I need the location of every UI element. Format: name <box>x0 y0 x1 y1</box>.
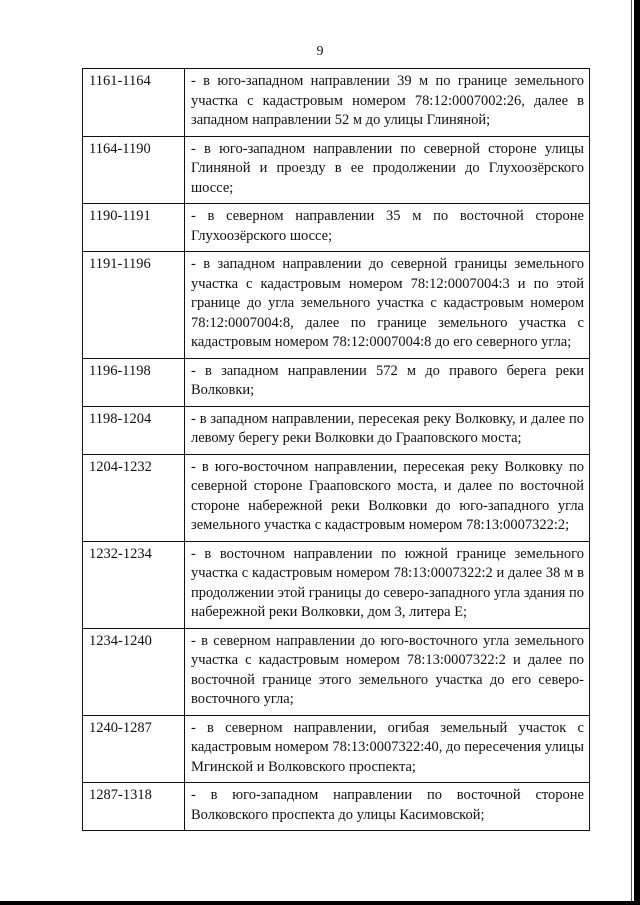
point-range-cell: 1190-1191 <box>83 204 185 252</box>
point-range-cell: 1234-1240 <box>83 628 185 715</box>
point-range-cell: 1191-1196 <box>83 252 185 359</box>
boundary-description-cell: - в западном направлении до северной границы земельного участка с кадастровым номером 78:12:0007004:3 и по этой границе до угла земельного участка с кадастровым номером 78:12:0007004:8, далее по границе земельного участка с кадастровым номером 78:12:0007004:8 до его северного угла; <box>185 252 590 359</box>
table-row <box>83 358 590 406</box>
table-row <box>83 715 590 783</box>
scan-bottom-border <box>0 901 640 905</box>
point-range-cell: 1204-1232 <box>83 454 185 541</box>
scan-edge-line <box>631 0 632 905</box>
table-row <box>83 541 590 628</box>
point-range-cell: 1196-1198 <box>83 358 185 406</box>
point-range-cell: 1287-1318 <box>83 783 185 831</box>
boundary-description-cell: - в юго-западном направлении по северной стороне улицы Глиняной и проезду в ее продолжении до Глухоозёрского шоссе; <box>185 136 590 204</box>
point-range-cell: 1164-1190 <box>83 136 185 204</box>
boundary-description-cell: - в северном направлении 35 м по восточной стороне Глухоозёрского шоссе; <box>185 204 590 252</box>
table-row <box>83 69 590 137</box>
boundary-description-cell: - в северном направлении до юго-восточного угла земельного участка с кадастровым номером 78:13:0007322:2 и далее по восточной границе этого земельного участка до его северо-восточного угла; <box>185 628 590 715</box>
point-range-cell: 1198-1204 <box>83 406 185 454</box>
table-row <box>83 406 590 454</box>
boundary-table <box>82 68 590 831</box>
boundary-table-body <box>83 69 590 831</box>
boundary-description-cell: - в западном направлении, пересекая реку Волковку, и далее по левому берегу реки Волковки до Грааповского моста; <box>185 406 590 454</box>
table-row <box>83 204 590 252</box>
table-row <box>83 136 590 204</box>
boundary-description-cell: - в юго-восточном направлении, пересекая реку Волковку по северной стороне Грааповского моста, и далее по восточной стороне набережной реки Волковки до юго-западного угла земельного участка с кадастровым номером 78:13:0007322:2; <box>185 454 590 541</box>
table-row <box>83 628 590 715</box>
table-row <box>83 454 590 541</box>
boundary-description-cell: - в юго-западном направлении по восточной стороне Волковского проспекта до улицы Касимовской; <box>185 783 590 831</box>
boundary-description-cell: - в северном направлении, огибая земельный участок с кадастровым номером 78:13:0007322:40, до пересечения улицы Мгинской и Волковского проспекта; <box>185 715 590 783</box>
boundary-description-cell: - в юго-западном направлении 39 м по границе земельного участка с кадастровым номером 78:12:0007002:26, далее в западном направлении 52 м до улицы Глиняной; <box>185 69 590 137</box>
table-row <box>83 252 590 359</box>
point-range-cell: 1232-1234 <box>83 541 185 628</box>
page-number: 9 <box>316 44 324 59</box>
point-range-cell: 1240-1287 <box>83 715 185 783</box>
boundary-description-cell: - в восточном направлении по южной границе земельного участка с кадастровым номером 78:13:0007322:2 и далее 38 м в продолжении этой границы до северо-западного угла здания по набережной реки Волковки, дом 3, литера Е; <box>185 541 590 628</box>
boundary-description-cell: - в западном направлении 572 м до правого берега реки Волковки; <box>185 358 590 406</box>
point-range-cell: 1161-1164 <box>83 69 185 137</box>
table-row <box>83 783 590 831</box>
scan-right-border <box>634 0 640 905</box>
